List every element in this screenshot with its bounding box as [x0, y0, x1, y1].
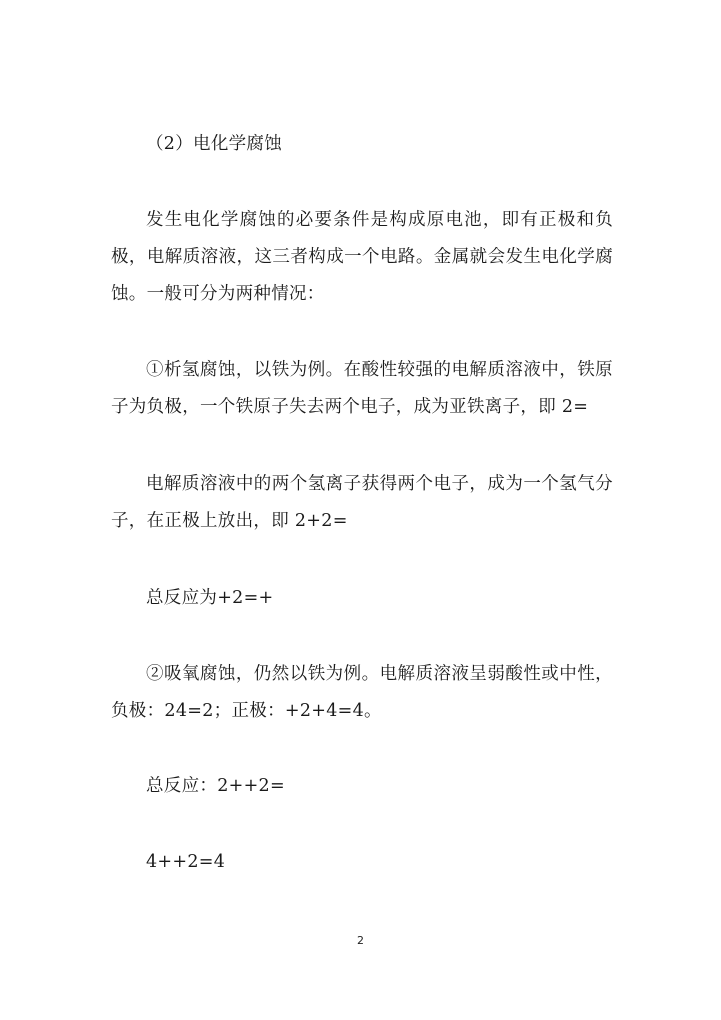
paragraph-total-reaction-2: 总反应：2++2= [146, 776, 285, 796]
page-number: 2 [357, 934, 364, 947]
paragraph-conditions: 发生电化学腐蚀的必要条件是构成原电池，即有正极和负极，电解质溶液，这三者构成一个电路。金属就会发生电化学腐蚀。一般可分为两种情况： [111, 210, 613, 304]
section-heading: （2）电化学腐蚀 [146, 134, 283, 154]
paragraph-oxygen-absorption: ②吸氧腐蚀，仍然以铁为例。电解质溶液呈弱酸性或中性，负极：24=2；正极：+2+4=4。 [111, 664, 613, 721]
paragraph-hydrogen-ions: 电解质溶液中的两个氢离子获得两个电子，成为一个氢气分子，在正极上放出，即 2+2= [111, 474, 613, 531]
paragraph-total-reaction-1: 总反应为+2=+ [146, 588, 274, 608]
paragraph-hydrogen-evolution: ①析氢腐蚀，以铁为例。在酸性较强的电解质溶液中，铁原子为负极，一个铁原子失去两个电子，成为亚铁离子，即 2= [111, 360, 613, 417]
paragraph-equation: 4++2=4 [146, 852, 226, 872]
